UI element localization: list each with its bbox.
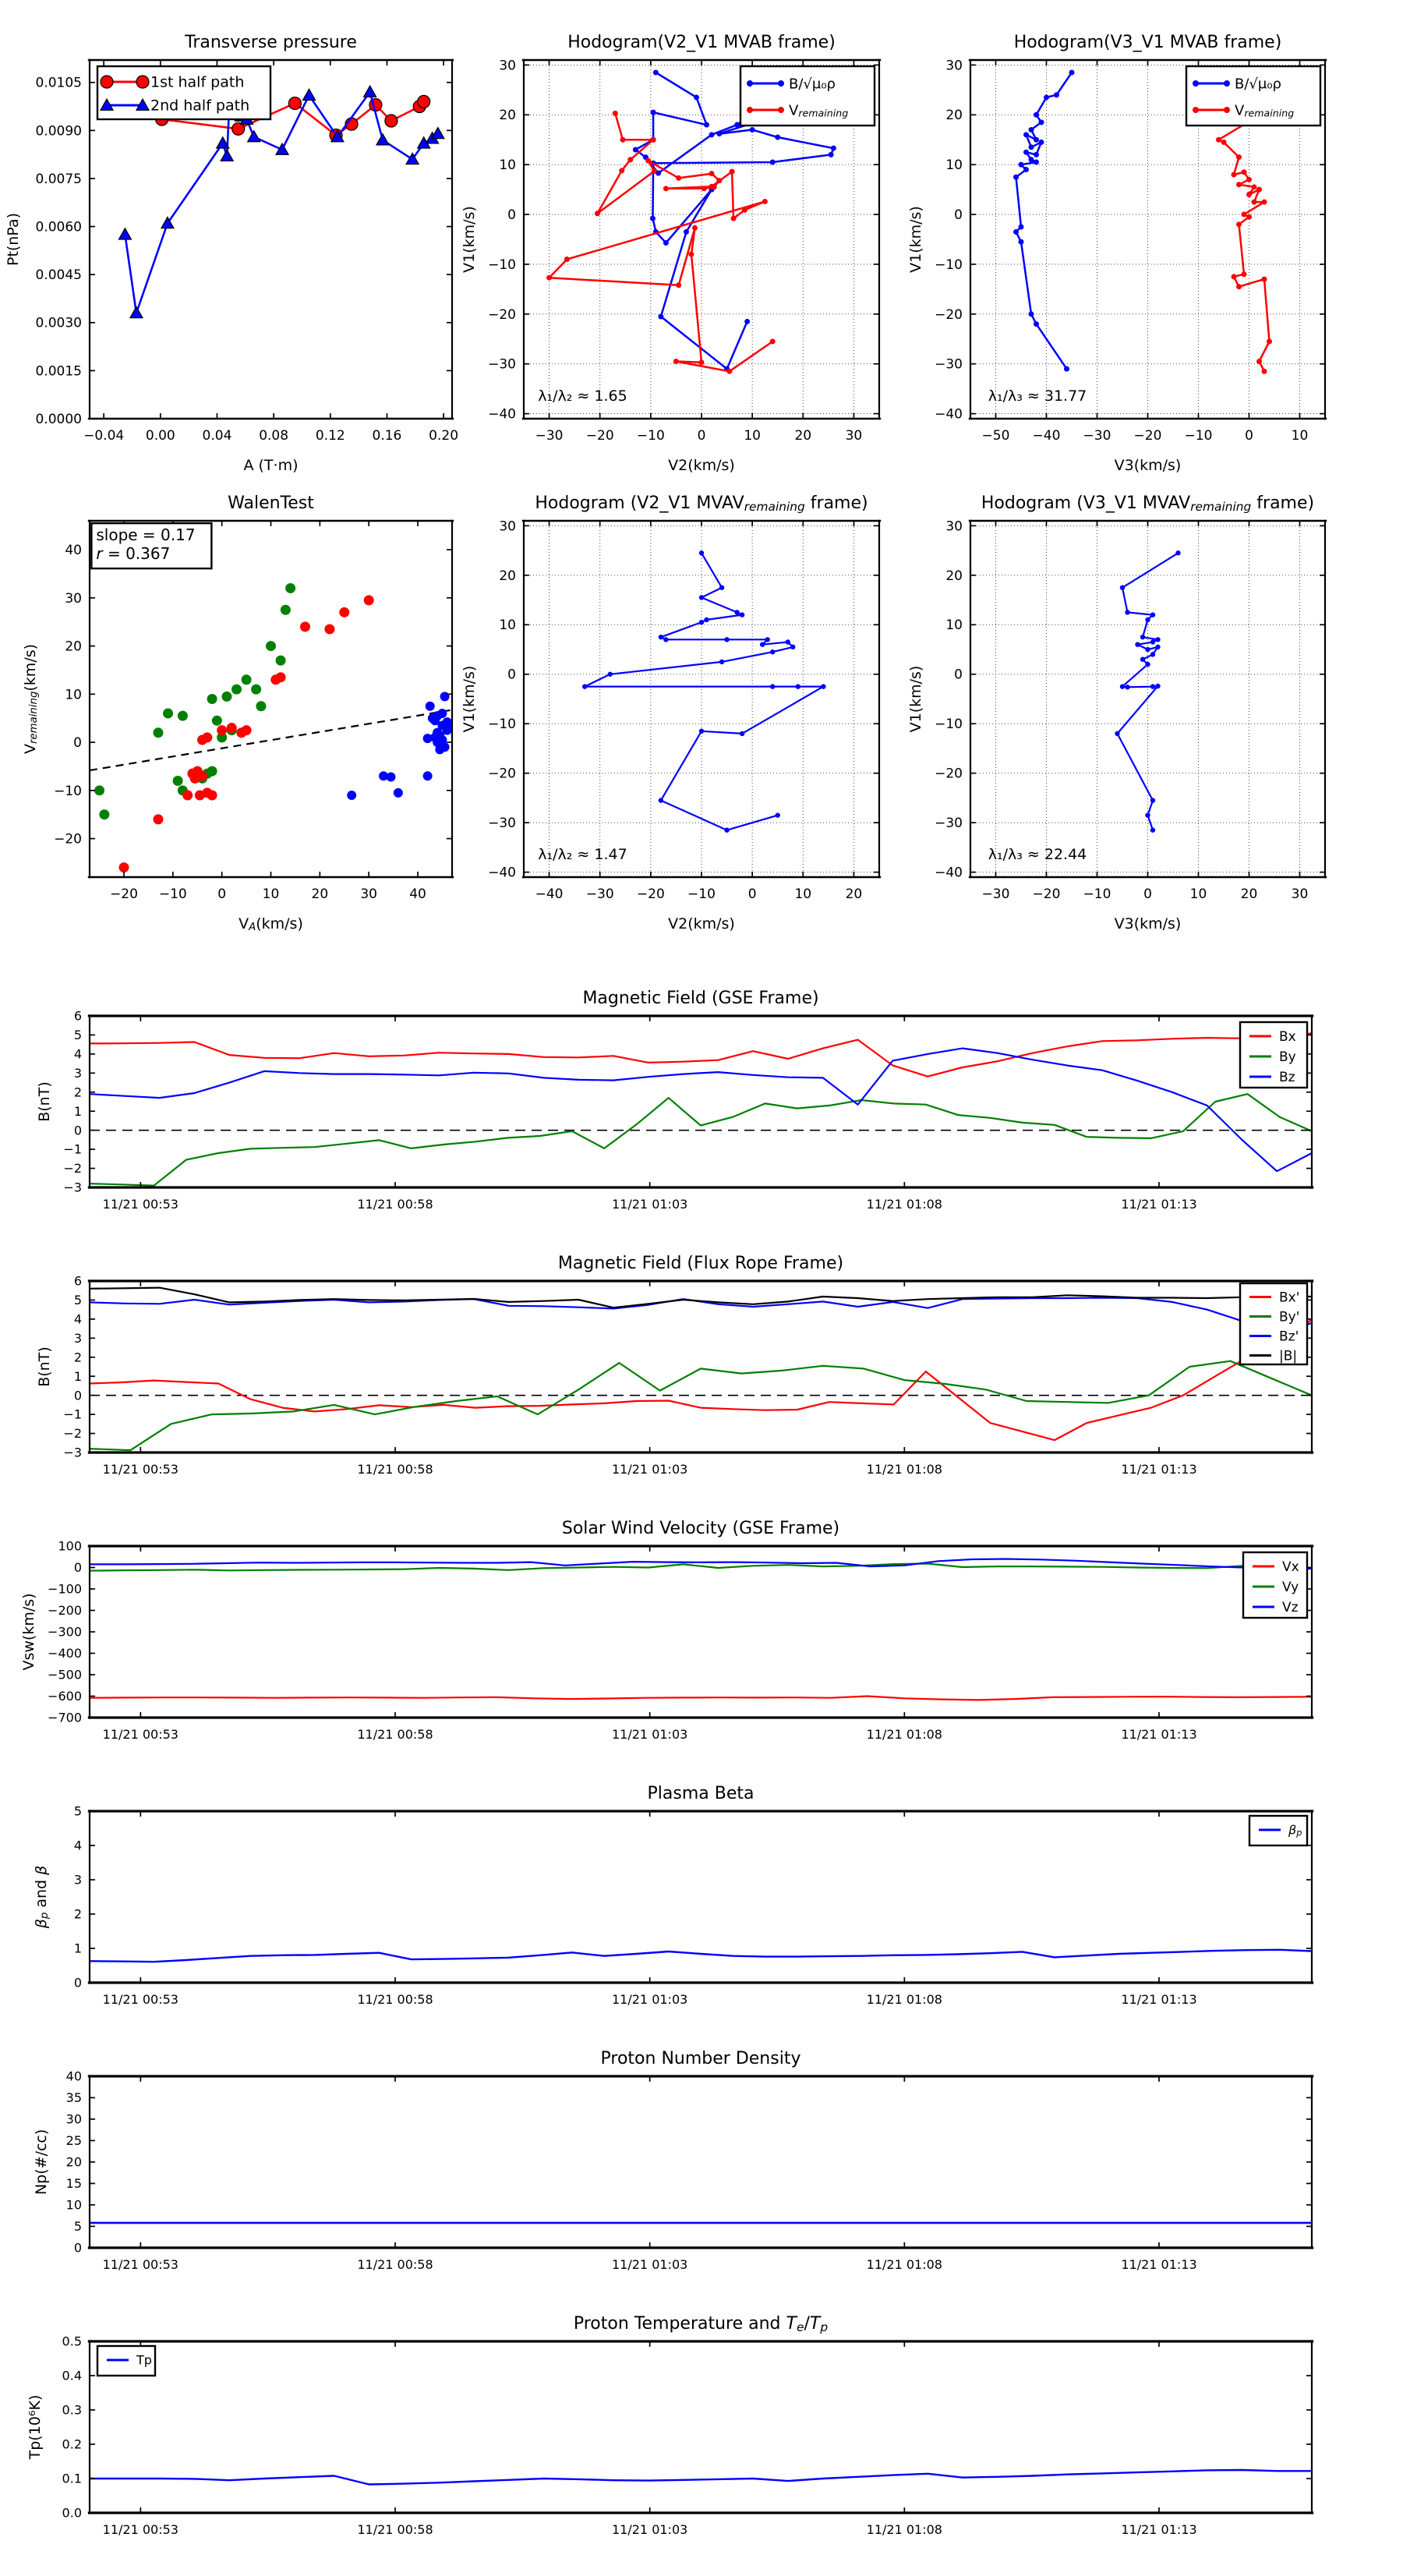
plot-area-magnetic-field-flux-rope	[90, 1281, 1312, 1453]
svg-text:0.0: 0.0	[62, 2505, 82, 2521]
svg-text:3: 3	[73, 1330, 82, 1346]
legend	[97, 66, 270, 119]
svg-text:−20: −20	[54, 831, 82, 847]
svg-text:6: 6	[73, 1008, 82, 1024]
svg-text:−10: −10	[1083, 886, 1111, 902]
svg-text:−20: −20	[488, 766, 516, 782]
chart-hodogram-v3v1-mvab	[907, 33, 1327, 474]
svg-text:30: 30	[945, 518, 963, 535]
svg-text:11/21 00:53: 11/21 00:53	[102, 1727, 178, 1742]
svg-text:λ₁/λ₃ ≈ 22.44: λ₁/λ₃ ≈ 22.44	[988, 846, 1087, 864]
svg-text:30: 30	[65, 590, 82, 607]
svg-text:Bx': Bx'	[1279, 1290, 1300, 1306]
svg-text:Bz': Bz'	[1279, 1329, 1299, 1345]
svg-text:λ₁/λ₂ ≈ 1.47: λ₁/λ₂ ≈ 1.47	[538, 846, 627, 864]
svg-text:10: 10	[945, 617, 963, 634]
svg-text:−30: −30	[488, 816, 516, 832]
svg-text:−0.04: −0.04	[83, 428, 125, 444]
svg-text:0.0030: 0.0030	[35, 315, 82, 331]
svg-text:11/21 00:58: 11/21 00:58	[357, 2257, 433, 2272]
svg-text:30: 30	[499, 58, 516, 74]
legend	[1240, 1022, 1307, 1088]
svg-text:−30: −30	[1083, 428, 1111, 444]
svg-text:11/21 01:03: 11/21 01:03	[612, 1727, 688, 1742]
svg-text:−40: −40	[935, 865, 963, 881]
chart-title: Solar Wind Velocity (GSE Frame)	[561, 1519, 840, 1538]
svg-text:11/21 01:08: 11/21 01:08	[866, 1992, 942, 2007]
svg-text:40: 40	[409, 886, 426, 902]
chart-transverse-pressure	[5, 33, 458, 474]
chart-title: Proton Temperature and Te/Tp	[573, 2314, 829, 2334]
legend	[740, 66, 875, 126]
svg-text:0.0045: 0.0045	[35, 267, 82, 284]
svg-text:20: 20	[945, 568, 963, 584]
chart-title: Proton Number Density	[600, 2049, 801, 2068]
svg-text:Vx: Vx	[1282, 1559, 1299, 1575]
svg-text:−10: −10	[54, 783, 82, 799]
chart-hodogram-v3v1-mvav	[907, 494, 1327, 932]
svg-text:−10: −10	[687, 886, 716, 902]
svg-text:6: 6	[73, 1273, 82, 1289]
svg-text:11/21 00:58: 11/21 00:58	[357, 1197, 433, 1212]
svg-text:30: 30	[499, 518, 516, 535]
svg-text:0.0105: 0.0105	[35, 75, 82, 91]
chart-magnetic-field-gse	[36, 989, 1313, 1212]
svg-text:Np(#/cc): Np(#/cc)	[33, 2128, 50, 2196]
svg-text:−700: −700	[48, 1710, 82, 1725]
svg-text:0: 0	[954, 667, 963, 683]
chart-title: Hodogram (V2_V1 MVAVremaining frame)	[535, 494, 868, 514]
svg-text:0.12: 0.12	[315, 428, 345, 444]
svg-text:−20: −20	[935, 766, 963, 782]
chart-proton-number-density	[33, 2049, 1313, 2272]
svg-text:0: 0	[747, 886, 757, 902]
svg-text:10: 10	[744, 428, 761, 444]
legend	[1249, 1816, 1307, 1845]
svg-text:0: 0	[73, 1560, 82, 1576]
plot-area-magnetic-field-gse	[90, 1016, 1312, 1187]
svg-text:10: 10	[1189, 886, 1207, 902]
svg-text:A (T·m): A (T·m)	[243, 457, 299, 474]
svg-text:0: 0	[507, 667, 516, 683]
annotation	[538, 846, 627, 863]
svg-text:10: 10	[1291, 428, 1309, 444]
annotation	[988, 846, 1087, 863]
svg-text:10: 10	[499, 157, 516, 174]
svg-text:B(nT): B(nT)	[36, 1346, 53, 1387]
plot-area-proton-temperature	[90, 2341, 1312, 2513]
svg-text:V1(km/s): V1(km/s)	[461, 206, 478, 273]
svg-text:−300: −300	[48, 1624, 82, 1640]
svg-text:0: 0	[1143, 886, 1152, 902]
svg-text:20: 20	[499, 568, 516, 584]
legend	[1186, 66, 1320, 126]
svg-text:Vsw(km/s): Vsw(km/s)	[20, 1593, 37, 1671]
svg-text:Tp(10⁶K): Tp(10⁶K)	[27, 2394, 44, 2460]
svg-text:−500: −500	[48, 1667, 82, 1683]
svg-text:0.5: 0.5	[62, 2334, 82, 2349]
svg-text:0.0000: 0.0000	[35, 411, 82, 427]
chart-walen-test	[22, 494, 454, 933]
svg-text:|B|: |B|	[1279, 1348, 1298, 1364]
svg-text:−10: −10	[935, 257, 963, 273]
plot-area-solar-wind-velocity	[90, 1546, 1312, 1718]
svg-text:0.0090: 0.0090	[35, 123, 82, 140]
svg-text:5: 5	[73, 2219, 82, 2235]
svg-text:0.4: 0.4	[62, 2368, 82, 2383]
svg-text:−2: −2	[63, 1426, 82, 1442]
svg-text:B/√μ₀ρ: B/√μ₀ρ	[1235, 76, 1281, 93]
svg-text:−100: −100	[48, 1581, 82, 1597]
svg-text:1st half path: 1st half path	[150, 73, 245, 91]
svg-text:0.08: 0.08	[259, 428, 289, 444]
svg-text:0.0075: 0.0075	[35, 171, 82, 187]
svg-text:−20: −20	[585, 428, 614, 444]
svg-text:By: By	[1279, 1049, 1296, 1065]
svg-text:0.16: 0.16	[372, 428, 402, 444]
svg-text:25: 25	[65, 2133, 82, 2149]
svg-text:0.20: 0.20	[429, 428, 459, 444]
svg-text:30: 30	[945, 58, 963, 74]
svg-text:−30: −30	[488, 356, 516, 373]
svg-text:20: 20	[794, 428, 812, 444]
svg-text:11/21 00:58: 11/21 00:58	[357, 1727, 433, 1742]
chart-title: Transverse pressure	[185, 33, 357, 52]
svg-text:Vremaining: Vremaining	[789, 102, 849, 119]
svg-text:Bx: Bx	[1279, 1028, 1296, 1045]
svg-text:0.1: 0.1	[62, 2471, 82, 2486]
svg-text:−20: −20	[636, 886, 665, 902]
svg-text:V1(km/s): V1(km/s)	[907, 665, 924, 733]
plot-area-walen-test	[90, 521, 452, 877]
svg-text:0: 0	[507, 207, 516, 224]
svg-text:20: 20	[845, 886, 863, 902]
svg-text:βp: βp	[1288, 1822, 1302, 1838]
svg-text:40: 40	[65, 543, 82, 559]
svg-text:0.04: 0.04	[202, 428, 232, 444]
svg-text:r = 0.367: r = 0.367	[96, 544, 171, 564]
legend	[1240, 1283, 1307, 1364]
svg-text:−200: −200	[48, 1603, 82, 1619]
svg-text:0.2: 0.2	[62, 2436, 82, 2452]
svg-text:V1(km/s): V1(km/s)	[907, 206, 924, 273]
svg-text:−40: −40	[488, 406, 516, 423]
chart-plasma-beta	[33, 1784, 1313, 2007]
svg-text:−30: −30	[935, 816, 963, 832]
svg-text:4: 4	[73, 1838, 82, 1853]
svg-text:0: 0	[73, 735, 82, 752]
plot-area-plasma-beta	[90, 1811, 1312, 1983]
svg-text:11/21 00:53: 11/21 00:53	[102, 1197, 178, 1212]
svg-text:15: 15	[65, 2176, 82, 2192]
svg-text:5: 5	[73, 1028, 82, 1043]
svg-text:11/21 01:13: 11/21 01:13	[1121, 1462, 1197, 1477]
svg-text:1: 1	[73, 1941, 82, 1956]
svg-text:11/21 00:53: 11/21 00:53	[102, 1462, 178, 1477]
annotation	[91, 523, 211, 568]
svg-text:11/21 00:53: 11/21 00:53	[102, 2257, 178, 2272]
svg-text:11/21 01:08: 11/21 01:08	[866, 2522, 942, 2537]
chart-title: Magnetic Field (GSE Frame)	[582, 989, 819, 1008]
svg-text:V1(km/s): V1(km/s)	[461, 665, 478, 733]
svg-text:11/21 01:13: 11/21 01:13	[1121, 2257, 1197, 2272]
svg-text:30: 30	[1291, 886, 1309, 902]
svg-text:11/21 00:53: 11/21 00:53	[102, 1992, 178, 2007]
svg-text:−10: −10	[636, 428, 665, 444]
svg-text:35: 35	[65, 2090, 82, 2106]
svg-text:3: 3	[73, 1872, 82, 1888]
svg-text:20: 20	[945, 108, 963, 124]
svg-text:−20: −20	[488, 306, 516, 323]
svg-text:−20: −20	[1032, 886, 1061, 902]
annotation	[988, 387, 1087, 405]
svg-text:0: 0	[954, 207, 963, 224]
svg-text:−3: −3	[63, 1445, 82, 1460]
svg-text:11/21 01:03: 11/21 01:03	[612, 2522, 688, 2537]
svg-text:βp and β: βp and β	[33, 1865, 51, 1929]
svg-text:0: 0	[73, 1123, 82, 1138]
svg-text:−400: −400	[48, 1646, 82, 1661]
svg-text:−1: −1	[63, 1407, 82, 1422]
svg-text:20: 20	[311, 886, 329, 902]
svg-text:2: 2	[73, 1085, 82, 1100]
svg-text:2: 2	[73, 1906, 82, 1922]
svg-text:λ₁/λ₂ ≈ 1.65: λ₁/λ₂ ≈ 1.65	[538, 387, 627, 405]
svg-text:10: 10	[945, 157, 963, 174]
svg-text:5: 5	[73, 1803, 82, 1819]
svg-text:V3(km/s): V3(km/s)	[1114, 457, 1182, 474]
chart-proton-temperature	[27, 2314, 1313, 2537]
svg-text:−10: −10	[488, 257, 516, 273]
svg-text:5: 5	[73, 1293, 82, 1308]
svg-text:By': By'	[1279, 1309, 1300, 1325]
chart-hodogram-v2v1-mvab	[461, 33, 881, 474]
svg-text:−20: −20	[935, 306, 963, 323]
svg-text:11/21 01:08: 11/21 01:08	[866, 2257, 942, 2272]
svg-text:0.00: 0.00	[145, 428, 175, 444]
svg-text:11/21 01:03: 11/21 01:03	[612, 2257, 688, 2272]
svg-text:40: 40	[65, 2068, 82, 2084]
svg-text:11/21 01:13: 11/21 01:13	[1121, 1992, 1197, 2007]
legend	[1243, 1552, 1307, 1618]
svg-text:10: 10	[794, 886, 812, 902]
svg-text:10: 10	[65, 687, 82, 703]
chart-title: Hodogram(V2_V1 MVAB frame)	[567, 33, 836, 52]
svg-text:11/21 01:13: 11/21 01:13	[1121, 2522, 1197, 2537]
svg-text:Vz: Vz	[1282, 1599, 1299, 1615]
svg-text:0: 0	[217, 886, 227, 902]
chart-magnetic-field-flux-rope	[36, 1254, 1313, 1477]
svg-text:slope = 0.17: slope = 0.17	[96, 525, 196, 545]
svg-text:11/21 01:08: 11/21 01:08	[866, 1197, 942, 1212]
svg-text:20: 20	[499, 108, 516, 124]
svg-text:3: 3	[73, 1065, 82, 1081]
svg-text:B(nT): B(nT)	[36, 1081, 53, 1122]
svg-text:−20: −20	[110, 886, 138, 902]
svg-text:0: 0	[73, 1975, 82, 1990]
svg-text:0.0060: 0.0060	[35, 219, 82, 235]
svg-text:V2(km/s): V2(km/s)	[668, 915, 735, 932]
svg-text:−50: −50	[981, 428, 1010, 444]
svg-text:−40: −40	[935, 406, 963, 423]
chart-title: WalenTest	[228, 494, 314, 513]
svg-text:11/21 01:13: 11/21 01:13	[1121, 1727, 1197, 1742]
svg-text:−40: −40	[1032, 428, 1061, 444]
svg-text:−3: −3	[63, 1180, 82, 1195]
svg-text:11/21 00:58: 11/21 00:58	[357, 1462, 433, 1477]
svg-text:11/21 01:13: 11/21 01:13	[1121, 1197, 1197, 1212]
chart-title: Hodogram (V3_V1 MVAVremaining frame)	[981, 494, 1315, 514]
svg-text:1: 1	[73, 1103, 82, 1119]
svg-text:1: 1	[73, 1368, 82, 1384]
svg-text:11/21 01:08: 11/21 01:08	[866, 1462, 942, 1477]
svg-text:−600: −600	[48, 1689, 82, 1704]
svg-text:30: 30	[65, 2111, 82, 2127]
svg-text:Tp: Tp	[136, 2352, 152, 2368]
svg-text:λ₁/λ₃ ≈ 31.77: λ₁/λ₃ ≈ 31.77	[988, 387, 1087, 405]
svg-text:VA(km/s): VA(km/s)	[239, 915, 303, 934]
svg-text:B/√μ₀ρ: B/√μ₀ρ	[789, 76, 836, 93]
chart-hodogram-v2v1-mvav	[461, 494, 881, 932]
svg-text:2nd half path: 2nd half path	[150, 97, 250, 115]
svg-text:4: 4	[73, 1046, 82, 1062]
svg-text:30: 30	[845, 428, 863, 444]
svg-text:0.0015: 0.0015	[35, 363, 82, 380]
svg-text:11/21 00:53: 11/21 00:53	[102, 2522, 178, 2537]
svg-text:10: 10	[262, 886, 280, 902]
svg-text:11/21 00:58: 11/21 00:58	[357, 1992, 433, 2007]
svg-text:−20: −20	[1133, 428, 1162, 444]
svg-text:−40: −40	[535, 886, 564, 902]
svg-text:0: 0	[73, 1388, 82, 1403]
svg-text:11/21 00:58: 11/21 00:58	[357, 2522, 433, 2537]
svg-text:0: 0	[73, 2240, 82, 2256]
svg-text:V2(km/s): V2(km/s)	[668, 457, 735, 474]
svg-text:Vy: Vy	[1282, 1579, 1299, 1595]
chart-solar-wind-velocity	[20, 1519, 1313, 1742]
svg-text:100: 100	[58, 1538, 82, 1554]
svg-text:0.3: 0.3	[62, 2402, 82, 2418]
svg-text:11/21 01:03: 11/21 01:03	[612, 1992, 688, 2007]
svg-text:10: 10	[499, 617, 516, 634]
svg-text:Vremaining: Vremaining	[1235, 102, 1295, 119]
svg-text:30: 30	[360, 886, 377, 902]
annotation	[538, 387, 627, 405]
chart-title: Plasma Beta	[647, 1784, 755, 1803]
svg-text:4: 4	[73, 1311, 82, 1327]
svg-text:−30: −30	[585, 886, 614, 902]
svg-text:20: 20	[65, 639, 82, 655]
svg-text:−10: −10	[1184, 428, 1213, 444]
svg-text:Bz: Bz	[1279, 1069, 1295, 1085]
svg-text:−10: −10	[935, 717, 963, 733]
svg-text:−2: −2	[63, 1161, 82, 1177]
svg-text:20: 20	[1240, 886, 1258, 902]
svg-text:11/21 01:03: 11/21 01:03	[612, 1197, 688, 1212]
svg-text:0: 0	[1245, 428, 1253, 444]
svg-text:−30: −30	[935, 356, 963, 373]
chart-title: Magnetic Field (Flux Rope Frame)	[557, 1254, 844, 1273]
svg-text:20: 20	[65, 2154, 82, 2170]
svg-text:−30: −30	[981, 886, 1010, 902]
svg-text:Pt(nPa): Pt(nPa)	[5, 212, 22, 267]
svg-text:0: 0	[697, 428, 706, 444]
svg-text:V3(km/s): V3(km/s)	[1114, 915, 1182, 932]
svg-text:2: 2	[73, 1350, 82, 1365]
svg-text:11/21 01:03: 11/21 01:03	[612, 1462, 688, 1477]
svg-text:−1: −1	[63, 1141, 82, 1157]
svg-text:Vremaining(km/s): Vremaining(km/s)	[22, 643, 41, 755]
svg-text:−10: −10	[488, 717, 516, 733]
chart-title: Hodogram(V3_V1 MVAB frame)	[1013, 33, 1282, 52]
svg-text:−30: −30	[535, 428, 564, 444]
svg-text:10: 10	[65, 2197, 82, 2213]
legend	[97, 2346, 155, 2376]
svg-text:11/21 01:08: 11/21 01:08	[866, 1727, 942, 1742]
svg-text:−40: −40	[488, 865, 516, 881]
svg-text:−10: −10	[158, 886, 187, 902]
